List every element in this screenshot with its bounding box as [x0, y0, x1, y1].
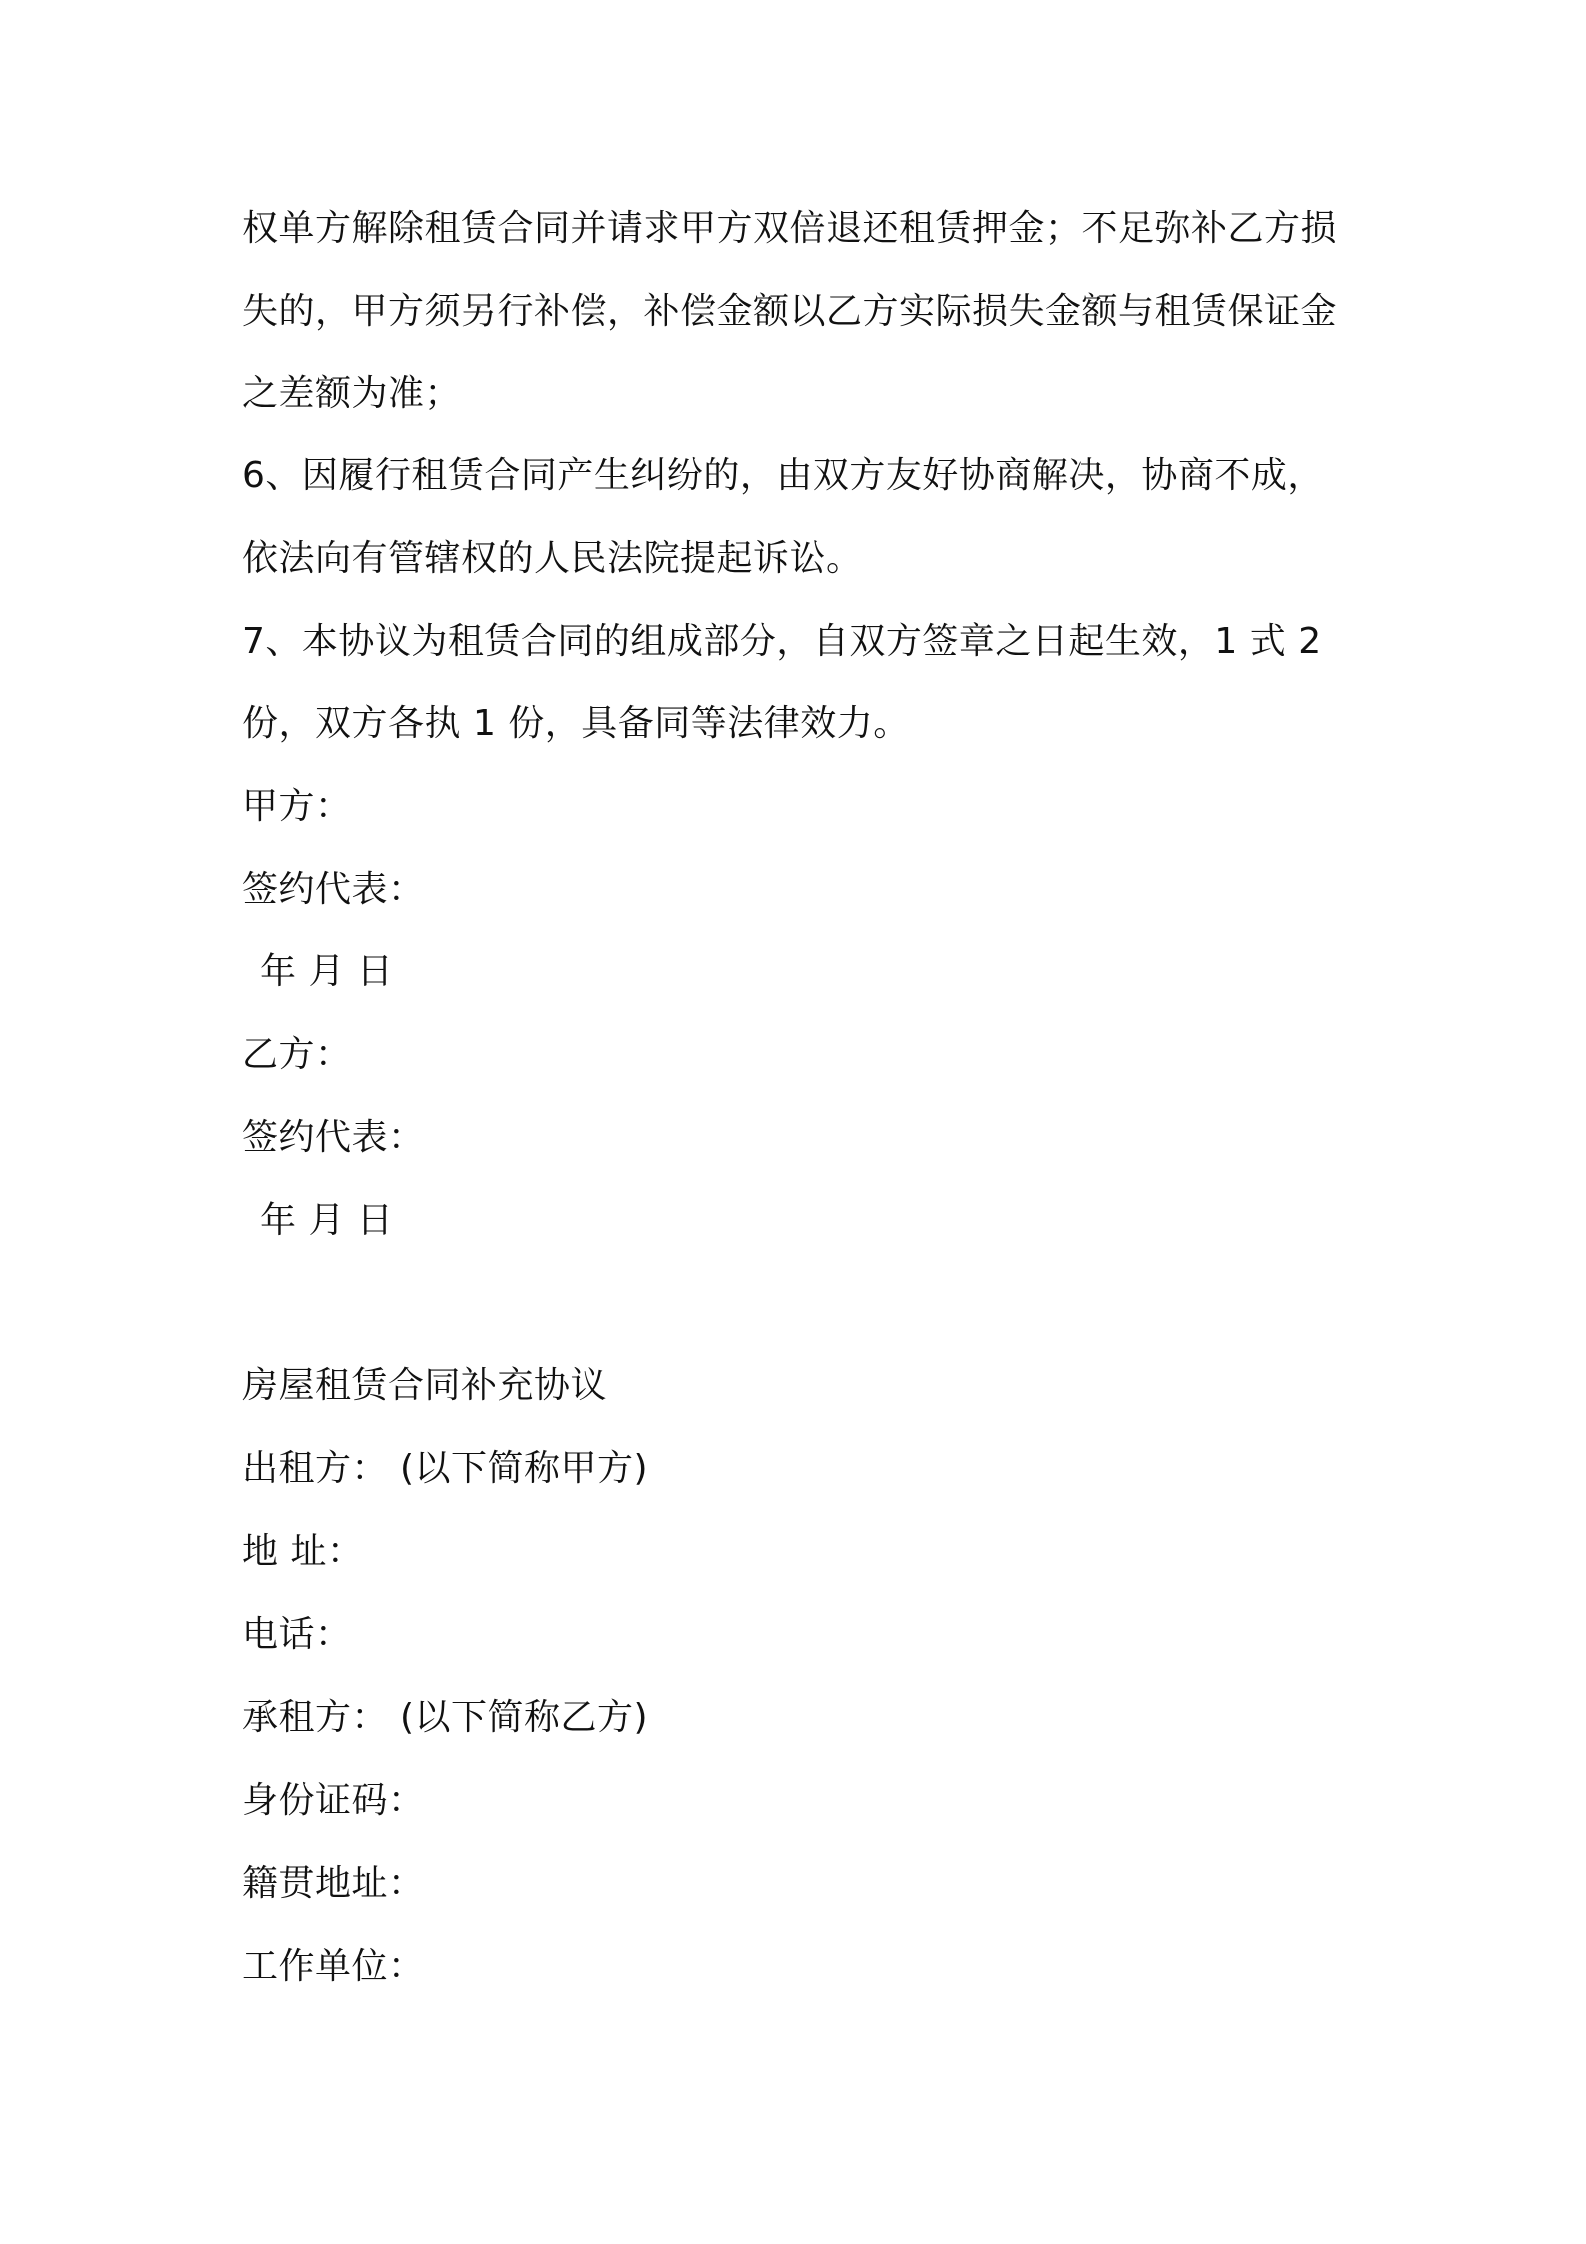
address-label: 地 址： [242, 1531, 364, 1572]
supplement-title: 房屋租赁合同补充协议 [242, 1365, 608, 1406]
party-b-label: 乙方： [242, 1034, 352, 1075]
party-a-label: 甲方： [242, 786, 352, 827]
paragraph-line: 权单方解除租赁合同并请求甲方双倍退还租赁押金；不足弥补乙方损 [242, 208, 1338, 249]
lessor-label: 出租方： (以下简称甲方) [242, 1448, 649, 1489]
lessee-label: 承租方： (以下简称乙方) [242, 1697, 649, 1738]
clause-7-line: 7、本协议为租赁合同的组成部分，自双方签章之日起生效，1 式 2 [242, 621, 1322, 662]
clause-7-line: 份，双方各执 1 份，具备同等法律效力。 [242, 703, 910, 744]
id-number-label: 身份证码： [242, 1780, 425, 1821]
employer-label: 工作单位： [242, 1946, 425, 1987]
party-a-representative-label: 签约代表： [242, 869, 425, 910]
phone-label: 电话： [242, 1614, 352, 1655]
clause-6-line: 依法向有管辖权的人民法院提起诉讼。 [242, 538, 863, 579]
paragraph-line: 之差额为准； [242, 373, 462, 414]
clause-6-line: 6、因履行租赁合同产生纠纷的，由双方友好协商解决，协商不成， [242, 455, 1324, 496]
native-address-label: 籍贯地址： [242, 1863, 425, 1904]
party-b-date: 年 月 日 [260, 1200, 394, 1241]
party-a-date: 年 月 日 [260, 951, 394, 992]
party-b-representative-label: 签约代表： [242, 1117, 425, 1158]
paragraph-line: 失的，甲方须另行补偿，补偿金额以乙方实际损失金额与租赁保证金 [242, 291, 1338, 332]
